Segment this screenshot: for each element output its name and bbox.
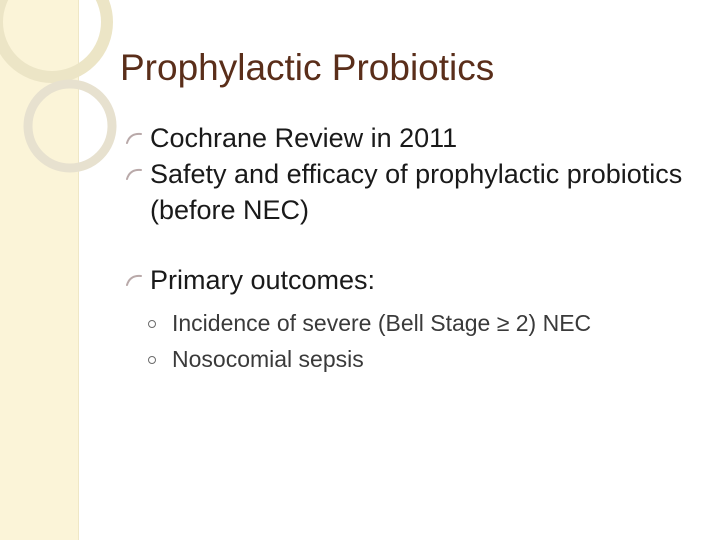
bullet-item <box>126 120 706 156</box>
sub-bullet-text: Incidence of severe (Bell Stage ≥ 2) NEC <box>172 310 592 336</box>
slide-content <box>126 120 706 377</box>
bullet-marker-icon <box>126 130 142 146</box>
bullet-marker-icon <box>126 166 142 182</box>
bullet-text: Primary outcomes: <box>150 265 376 295</box>
bullet-marker-icon <box>126 272 142 288</box>
sub-bullet-text: Nosocomial sepsis <box>172 346 364 372</box>
bullet-text: Cochrane Review in 2011 <box>150 123 458 153</box>
slide-title: Prophylactic Probiotics <box>120 47 495 88</box>
ring-bullet-icon <box>148 356 156 364</box>
bullet-item <box>126 262 706 298</box>
bullet-item <box>126 156 706 228</box>
bullet-text: Safety and efficacy of prophylactic probiotics (before NEC) <box>150 159 683 225</box>
sub-bullet-item <box>126 305 706 341</box>
ring-bullet-icon <box>148 320 156 328</box>
sub-bullet-item <box>126 341 706 377</box>
